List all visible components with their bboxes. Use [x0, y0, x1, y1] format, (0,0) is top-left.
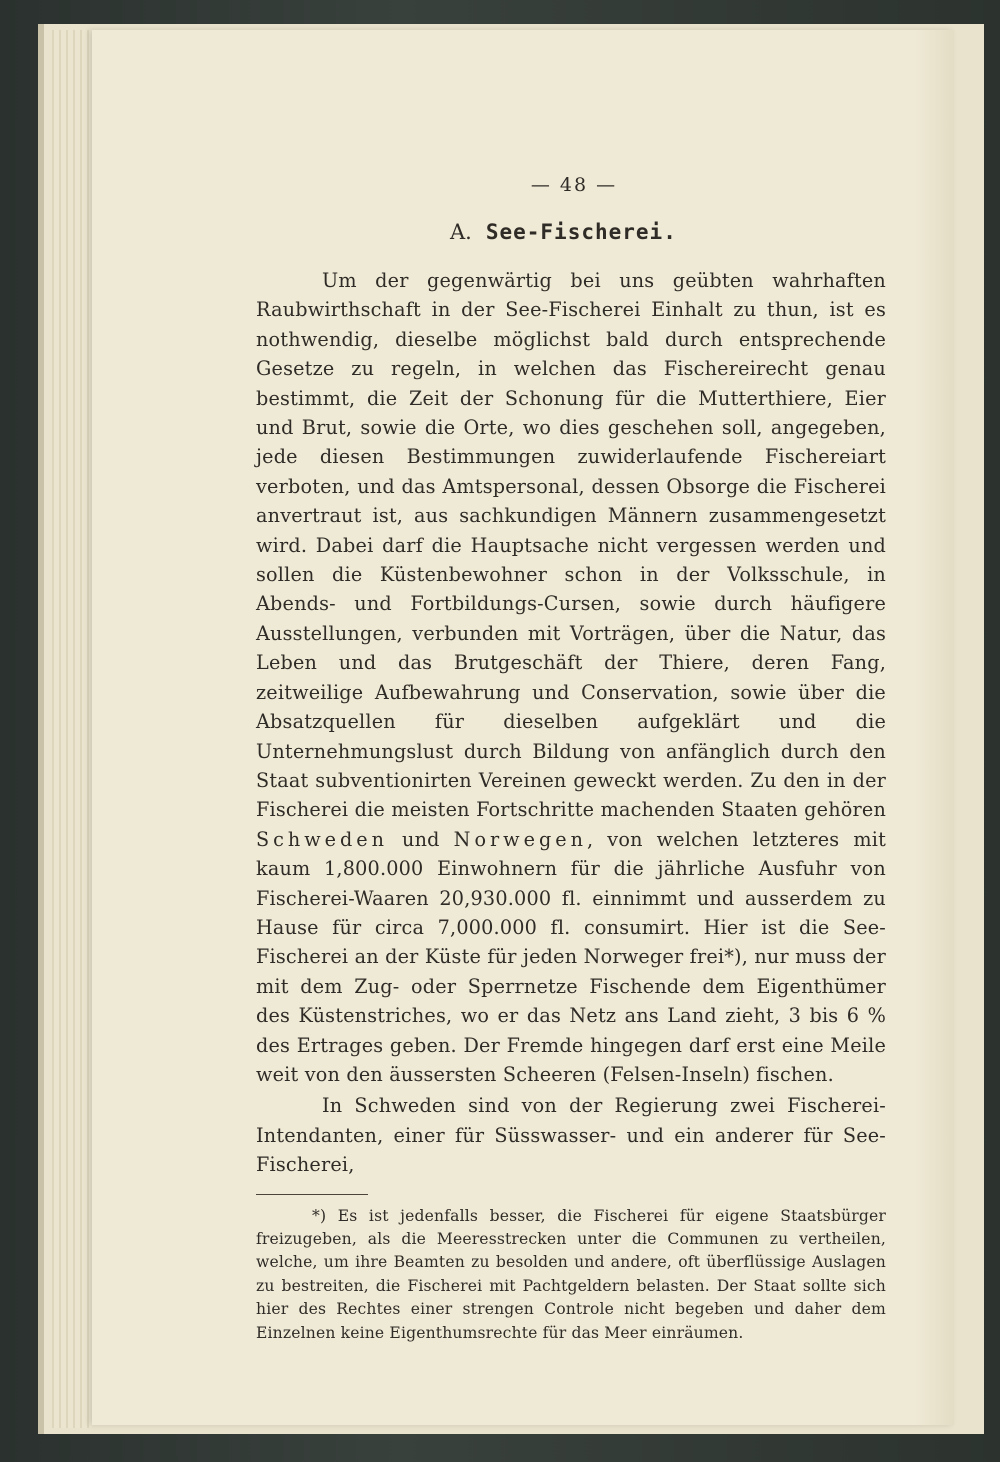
- page-number: — 48 —: [530, 174, 618, 196]
- page-content: [256, 170, 886, 1345]
- country-schweden: Schweden: [256, 827, 389, 851]
- section-label: A.: [450, 220, 472, 244]
- paragraph-2: [256, 1091, 886, 1179]
- paragraph-2-text: In Schweden sind von der Regierung zwei Fischerei-Intendanten, einer für Süsswasser- und ein anderer für See-Fischerei,: [256, 1094, 886, 1177]
- footnote-divider: [256, 1194, 368, 1195]
- paragraph-1-continuation: , von welchen letzteres mit kaum 1,800.000 Einwohnern für die jährliche Ausfuhr von Fischerei-Waaren 20,930.000 fl. einnimmt und ausserdem zu Hause für circa 7,000.000 fl. consumirt. Hier ist die See-Fischerei an der Küste für jeden Norweger frei*), nur muss der mit dem Zug- oder Sperrnetze Fischende dem Eigenthümer des Küstenstriches, wo er das Netz ans Land zieht, 3 bis 6 % des Ertrages geben. Der Fremde hingegen darf erst eine Meile weit von den äussersten Scheeren (Felsen-Inseln) fischen.: [256, 827, 886, 1086]
- country-norwegen: Norwegen: [453, 827, 587, 851]
- book-page: [92, 30, 954, 1425]
- section-title: See-Fischerei.: [485, 220, 677, 244]
- section-heading: [450, 214, 886, 250]
- paragraph-1: [256, 266, 886, 1089]
- conjunction-und: und: [402, 827, 440, 851]
- footnote: *) Es ist jedenfalls besser, die Fischerei für eigene Staatsbürger freizugeben, als die Meeresstrecken unter die Communen zu vertheilen, welche, um ihre Beamten zu besolden und andere, oft überflüssige Auslagen zu bestreiten, die Fischerei mit Pachtgeldern belasten. Der Staat sollte sich hier des Rechtes einer strengen Controle nicht begeben und daher dem Einzelnen keine Eigenthumsrechte für das Meer einräumen.: [256, 1206, 886, 1342]
- paragraph-1-text: Um der gegenwärtig bei uns geübten wahrhaften Raubwirthschaft in der See-Fischerei Einhalt zu thun, ist es nothwendig, dieselbe möglichst bald durch entsprechende Gesetze zu regeln, in welchen das Fischereirecht genau bestimmt, die Zeit der Schonung für die Mutterthiere, Eier und Brut, sowie die Orte, wo dies geschehen soll, angegeben, jede diesen Bestimmungen zuwiderlaufende Fischereiart verboten, und das Amtspersonal, dessen Obsorge die Fischerei anvertraut ist, aus sachkundigen Männern zusammengesetzt wird. Dabei darf die Hauptsache nicht vergessen werden und sollen die Küstenbewohner schon in der Volksschule, in Abends- und Fortbildungs-Cursen, sowie durch häufigere Ausstellungen, verbunden mit Vorträgen, über die Natur, das Leben und das Brutgeschäft der Thiere, deren Fang, zeitweilige Aufbewahrung und Conservation, sowie über die Absatzquellen für dieselben aufgeklärt und die Unternehmungslust durch Bildung von anfänglich durch den Staat subventionirten Vereinen geweckt werden. Zu den in der Fischerei die meisten Fortschritte machenden Staaten gehören: [256, 269, 886, 822]
